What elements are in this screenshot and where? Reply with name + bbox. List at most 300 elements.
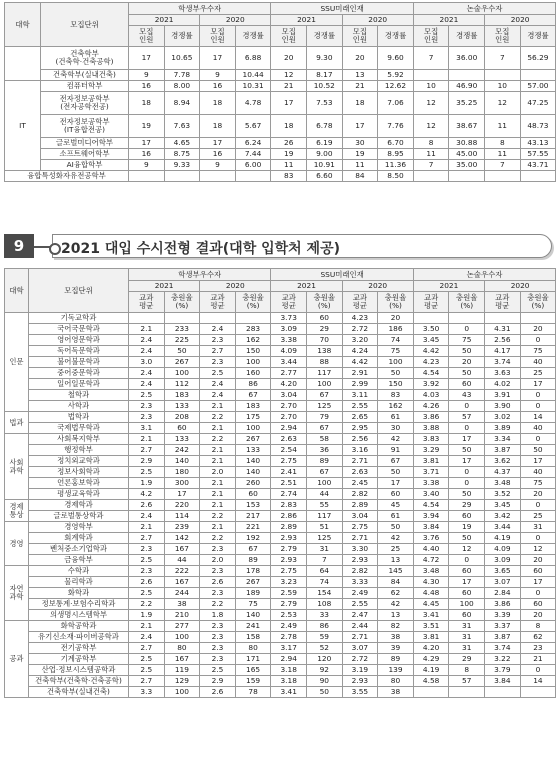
header-group: SSU미래인재 (271, 269, 413, 281)
value-cell: 222 (164, 566, 200, 577)
table-row (5, 643, 556, 654)
value-cell: 175 (235, 412, 271, 423)
value-cell: 35.25 (449, 92, 485, 115)
value-cell: 2.55 (342, 599, 378, 610)
value-cell: 208 (164, 412, 200, 423)
value-cell: 84 (378, 577, 414, 588)
value-cell: 3.89 (485, 423, 521, 434)
value-cell: 3.23 (271, 577, 307, 588)
unit-cell: 사회복지학부 (29, 434, 129, 445)
value-cell: 3.88 (413, 423, 449, 434)
value-cell: 192 (235, 533, 271, 544)
value-cell: 4.23 (342, 313, 378, 324)
value-cell: 36 (307, 445, 343, 456)
value-cell: 2.2 (200, 434, 236, 445)
value-cell: 300 (164, 478, 200, 489)
unit-cell: 융합특성화자유전공학부 (5, 171, 129, 182)
value-cell: 17 (200, 138, 236, 149)
value-cell: 50 (378, 467, 414, 478)
table-row (5, 171, 556, 182)
value-cell: 3.38 (271, 335, 307, 346)
value-cell: 21 (342, 81, 378, 92)
value-cell: 1.9 (129, 610, 165, 621)
value-cell: 67 (307, 423, 343, 434)
header-year: 2020 (200, 15, 271, 26)
value-cell: 3.86 (413, 412, 449, 423)
value-cell: 129 (164, 676, 200, 687)
value-cell: 17 (449, 456, 485, 467)
value-cell: 25 (520, 368, 556, 379)
value-cell: 0 (449, 555, 485, 566)
value-cell: 75 (520, 478, 556, 489)
value-cell: 2.7 (129, 643, 165, 654)
value-cell: 2.4 (129, 379, 165, 390)
value-cell: 2.65 (342, 412, 378, 423)
value-cell: 7 (485, 47, 521, 70)
value-cell: 3.37 (485, 621, 521, 632)
value-cell: 57 (449, 676, 485, 687)
value-cell: 4.42 (413, 346, 449, 357)
value-cell: 1.8 (200, 610, 236, 621)
value-cell: 29 (307, 324, 343, 335)
value-cell: 17 (129, 138, 165, 149)
table-row (5, 70, 556, 81)
value-cell: 119 (164, 665, 200, 676)
value-cell: 7 (307, 555, 343, 566)
value-cell: 6.70 (378, 138, 414, 149)
value-cell: 2.4 (129, 335, 165, 346)
value-cell: 244 (164, 588, 200, 599)
value-cell: 2.0 (200, 555, 236, 566)
value-cell: 8.75 (164, 149, 200, 160)
unit-cell: 글로벌미디어학부 (41, 138, 129, 149)
value-cell: 62 (378, 588, 414, 599)
value-cell: 2.4 (129, 346, 165, 357)
value-cell: 60 (307, 313, 343, 324)
value-cell: 9.00 (307, 149, 343, 160)
value-cell: 74 (307, 577, 343, 588)
value-cell: 4.20 (271, 379, 307, 390)
unit-cell: 건축학부 (건축학·건축공학) (41, 47, 129, 70)
value-cell (413, 687, 449, 698)
header-sub: 충원율 (%) (307, 292, 343, 313)
value-cell: 150 (235, 346, 271, 357)
value-cell: 225 (164, 335, 200, 346)
value-cell: 2.74 (271, 489, 307, 500)
value-cell: 4.30 (413, 577, 449, 588)
value-cell: 78 (235, 687, 271, 698)
value-cell: 142 (164, 533, 200, 544)
value-cell: 4.37 (485, 467, 521, 478)
header-group: 학생부우수자 (129, 3, 271, 15)
value-cell: 2.4 (129, 368, 165, 379)
value-cell: 2.59 (271, 588, 307, 599)
value-cell: 64 (307, 566, 343, 577)
value-cell: 2.54 (271, 445, 307, 456)
value-cell: 2.3 (200, 621, 236, 632)
value-cell: 117 (307, 368, 343, 379)
table-row (5, 434, 556, 445)
value-cell: 10.52 (307, 81, 343, 92)
value-cell: 3.42 (485, 511, 521, 522)
value-cell: 14 (520, 676, 556, 687)
header-group: SSU미래인재 (271, 3, 413, 15)
value-cell: 2.63 (342, 467, 378, 478)
value-cell: 21 (520, 654, 556, 665)
value-cell: 0 (449, 401, 485, 412)
value-cell: 18 (271, 115, 307, 138)
value-cell: 50 (449, 368, 485, 379)
value-cell: 3.18 (271, 665, 307, 676)
value-cell: 0 (520, 335, 556, 346)
unit-cell: 철학과 (29, 390, 129, 401)
value-cell: 178 (235, 566, 271, 577)
value-cell: 67 (235, 390, 271, 401)
value-cell: 3.07 (485, 577, 521, 588)
value-cell: 89 (307, 456, 343, 467)
value-cell: 145 (378, 566, 414, 577)
value-cell: 2.3 (129, 412, 165, 423)
value-cell: 158 (235, 632, 271, 643)
value-cell: 2.75 (271, 456, 307, 467)
dept-cell: 공과 (5, 621, 29, 698)
value-cell: 18 (129, 92, 165, 115)
value-cell: 17 (449, 434, 485, 445)
value-cell: 46.90 (449, 81, 485, 92)
section-title: 2021 대입 수시전형 결과(대학 입학처 제공) (61, 241, 340, 257)
header-sub: 경쟁률 (164, 26, 200, 47)
value-cell (520, 687, 556, 698)
unit-cell: 기독교학과 (29, 313, 129, 324)
value-cell: 2.82 (342, 489, 378, 500)
value-cell: 2.71 (342, 533, 378, 544)
value-cell: 2.89 (271, 522, 307, 533)
value-cell: 3.39 (485, 610, 521, 621)
value-cell: 140 (235, 467, 271, 478)
value-cell: 2.4 (200, 324, 236, 335)
value-cell: 50 (378, 368, 414, 379)
value-cell: 2.3 (200, 357, 236, 368)
value-cell: 2.2 (129, 599, 165, 610)
value-cell: 17 (200, 47, 236, 70)
value-cell: 140 (235, 610, 271, 621)
unit-cell: 일어일문학과 (29, 379, 129, 390)
value-cell: 3.02 (485, 412, 521, 423)
value-cell: 3.19 (342, 665, 378, 676)
value-cell: 10.65 (164, 47, 200, 70)
value-cell (413, 171, 449, 182)
header-daehak: 대학 (5, 3, 41, 47)
value-cell: 11 (342, 160, 378, 171)
value-cell: 39 (378, 643, 414, 654)
value-cell: 21 (271, 81, 307, 92)
value-cell: 45 (378, 500, 414, 511)
value-cell: 2.63 (271, 434, 307, 445)
value-cell: 3.91 (485, 390, 521, 401)
unit-cell: 물리학과 (29, 577, 129, 588)
value-cell: 45.00 (449, 149, 485, 160)
unit-cell: 행정학부 (29, 445, 129, 456)
value-cell: 86 (235, 379, 271, 390)
value-cell: 3.18 (271, 676, 307, 687)
value-cell: 5.67 (235, 115, 271, 138)
value-cell (129, 171, 165, 182)
header-year: 2020 (200, 281, 271, 292)
dept-cell: 법과 (5, 412, 29, 434)
value-cell: 2.1 (200, 500, 236, 511)
header-sub: 충원율 (%) (449, 292, 485, 313)
value-cell: 3.48 (485, 478, 521, 489)
value-cell: 4.24 (342, 346, 378, 357)
value-cell: 3.62 (485, 456, 521, 467)
value-cell: 4.72 (413, 555, 449, 566)
value-cell: 3.1 (129, 423, 165, 434)
value-cell: 139 (378, 665, 414, 676)
value-cell: 2.5 (129, 390, 165, 401)
value-cell: 277 (164, 621, 200, 632)
header-sub: 경쟁률 (449, 26, 485, 47)
value-cell: 3.09 (485, 555, 521, 566)
value-cell (485, 313, 521, 324)
value-cell: 8 (449, 665, 485, 676)
value-cell: 3.29 (413, 445, 449, 456)
table-row (5, 160, 556, 171)
value-cell: 2.3 (129, 566, 165, 577)
header-sub: 모집 인원 (342, 26, 378, 47)
value-cell: 67 (307, 390, 343, 401)
unit-cell: 법학과 (29, 412, 129, 423)
value-cell: 3.55 (342, 687, 378, 698)
value-cell: 3.51 (413, 621, 449, 632)
value-cell: 60 (449, 511, 485, 522)
value-cell: 3.17 (271, 643, 307, 654)
value-cell: 20 (378, 313, 414, 324)
value-cell: 4.42 (342, 357, 378, 368)
value-cell: 4.09 (271, 346, 307, 357)
value-cell: 2.5 (129, 665, 165, 676)
value-cell: 167 (164, 654, 200, 665)
value-cell: 35.00 (449, 160, 485, 171)
value-cell: 2.75 (271, 566, 307, 577)
value-cell: 2.93 (342, 676, 378, 687)
dept-cell: 경영 (5, 522, 29, 566)
value-cell: 50 (449, 346, 485, 357)
value-cell: 3.94 (413, 511, 449, 522)
dept-cell: IT (5, 81, 41, 171)
unit-cell: 전자정보공학부 (IT융합전공) (41, 115, 129, 138)
value-cell: 91 (378, 445, 414, 456)
value-cell: 13 (342, 70, 378, 81)
value-cell: 3.79 (485, 665, 521, 676)
value-cell: 33 (307, 610, 343, 621)
value-cell: 17 (520, 577, 556, 588)
value-cell: 2.2 (200, 412, 236, 423)
value-cell: 79 (307, 412, 343, 423)
value-cell: 2.9 (200, 676, 236, 687)
value-cell: 7.44 (235, 149, 271, 160)
value-cell: 2.5 (129, 588, 165, 599)
value-cell: 0 (449, 478, 485, 489)
value-cell: 241 (235, 621, 271, 632)
value-cell: 31 (449, 643, 485, 654)
value-cell: 60 (378, 489, 414, 500)
value-cell: 20 (520, 489, 556, 500)
header-sub: 모집 인원 (485, 26, 521, 47)
value-cell: 267 (235, 434, 271, 445)
table-row (5, 610, 556, 621)
value-cell: 50 (449, 489, 485, 500)
value-cell: 6.19 (307, 138, 343, 149)
unit-cell: 화학과 (29, 588, 129, 599)
section-header (4, 232, 556, 260)
value-cell: 2.56 (342, 434, 378, 445)
value-cell: 2.5 (129, 555, 165, 566)
table-row (5, 522, 556, 533)
value-cell: 40 (520, 467, 556, 478)
unit-cell: 국제법무학과 (29, 423, 129, 434)
value-cell: 13 (378, 555, 414, 566)
value-cell: 3.92 (413, 379, 449, 390)
table-row (5, 324, 556, 335)
value-cell: 6.60 (307, 171, 343, 182)
value-cell: 75 (235, 599, 271, 610)
value-cell: 31 (307, 544, 343, 555)
value-cell: 2.89 (342, 500, 378, 511)
value-cell: 9 (200, 70, 236, 81)
value-cell: 3.16 (342, 445, 378, 456)
value-cell: 2.5 (200, 665, 236, 676)
value-cell: 92 (307, 665, 343, 676)
table-row (5, 544, 556, 555)
value-cell: 6.78 (307, 115, 343, 138)
value-cell: 2.91 (342, 368, 378, 379)
table-row (5, 115, 556, 138)
value-cell: 3.87 (485, 445, 521, 456)
value-cell: 283 (235, 324, 271, 335)
value-cell: 60 (449, 379, 485, 390)
table-row (5, 313, 556, 324)
value-cell: 3.81 (413, 632, 449, 643)
value-cell: 57.55 (520, 149, 556, 160)
value-cell: 11.36 (378, 160, 414, 171)
value-cell: 4.31 (485, 324, 521, 335)
value-cell: 17 (164, 489, 200, 500)
value-cell: 3.20 (342, 335, 378, 346)
value-cell: 70 (307, 335, 343, 346)
value-cell: 38 (164, 599, 200, 610)
value-cell: 38.67 (449, 115, 485, 138)
value-cell: 18 (200, 92, 236, 115)
value-cell: 221 (235, 522, 271, 533)
unit-cell: 의생명시스템학부 (29, 610, 129, 621)
unit-cell: 산업·정보시스템공학과 (29, 665, 129, 676)
value-cell: 2.3 (129, 401, 165, 412)
value-cell: 2.44 (342, 621, 378, 632)
table-row (5, 555, 556, 566)
value-cell: 7 (485, 160, 521, 171)
value-cell (164, 313, 200, 324)
table-row (5, 676, 556, 687)
value-cell: 2.79 (271, 599, 307, 610)
value-cell: 17 (520, 379, 556, 390)
table-row (5, 687, 556, 698)
value-cell: 20 (342, 47, 378, 70)
value-cell: 2.3 (129, 544, 165, 555)
value-cell: 2.1 (200, 478, 236, 489)
value-cell: 7.06 (378, 92, 414, 115)
value-cell: 114 (164, 511, 200, 522)
value-cell: 7.76 (378, 115, 414, 138)
value-cell: 50 (307, 687, 343, 698)
table-row (5, 368, 556, 379)
table-susi-results (4, 268, 556, 698)
value-cell: 3.73 (271, 313, 307, 324)
value-cell: 89 (378, 654, 414, 665)
value-cell: 0 (520, 665, 556, 676)
unit-cell: 영어영문학과 (29, 335, 129, 346)
value-cell: 30 (378, 423, 414, 434)
header-sub: 모집 인원 (200, 26, 236, 47)
header-year: 2021 (271, 15, 342, 26)
header-sub: 모집 인원 (271, 26, 307, 47)
header-sub: 교과 평균 (413, 292, 449, 313)
value-cell: 12.62 (378, 81, 414, 92)
value-cell: 125 (307, 401, 343, 412)
value-cell: 2.2 (200, 599, 236, 610)
value-cell: 9.60 (378, 47, 414, 70)
table-row (5, 149, 556, 160)
table-row (5, 489, 556, 500)
value-cell: 9 (129, 160, 165, 171)
unit-cell: 정보통계·보험수리학과 (29, 599, 129, 610)
header-year: 2020 (342, 281, 413, 292)
dept-cell: 자연 과학 (5, 566, 29, 621)
value-cell: 67 (235, 544, 271, 555)
value-cell: 61 (378, 412, 414, 423)
value-cell: 2.7 (129, 676, 165, 687)
value-cell: 4.03 (413, 390, 449, 401)
value-cell: 171 (235, 654, 271, 665)
value-cell: 2.4 (200, 390, 236, 401)
value-cell: 25 (520, 511, 556, 522)
table-row (5, 346, 556, 357)
value-cell: 2.0 (200, 467, 236, 478)
value-cell: 242 (164, 445, 200, 456)
value-cell: 30.88 (449, 138, 485, 149)
value-cell: 3.3 (129, 687, 165, 698)
value-cell: 108 (307, 599, 343, 610)
value-cell: 117 (307, 511, 343, 522)
value-cell: 133 (235, 445, 271, 456)
value-cell: 8 (520, 621, 556, 632)
value-cell: 3.87 (485, 632, 521, 643)
value-cell: 6.00 (235, 160, 271, 171)
header-group: 논술우수자 (413, 269, 555, 281)
value-cell: 4.26 (413, 401, 449, 412)
value-cell: 8.00 (164, 81, 200, 92)
value-cell: 10.31 (235, 81, 271, 92)
value-cell: 18 (342, 92, 378, 115)
value-cell: 5.92 (378, 70, 414, 81)
value-cell: 8.17 (307, 70, 343, 81)
value-cell: 42 (378, 434, 414, 445)
value-cell: 2.56 (485, 335, 521, 346)
value-cell: 67 (307, 467, 343, 478)
value-cell: 260 (235, 478, 271, 489)
unit-cell: 글로벌통상학과 (29, 511, 129, 522)
table-row (5, 456, 556, 467)
header-sub: 모집 인원 (129, 26, 165, 47)
